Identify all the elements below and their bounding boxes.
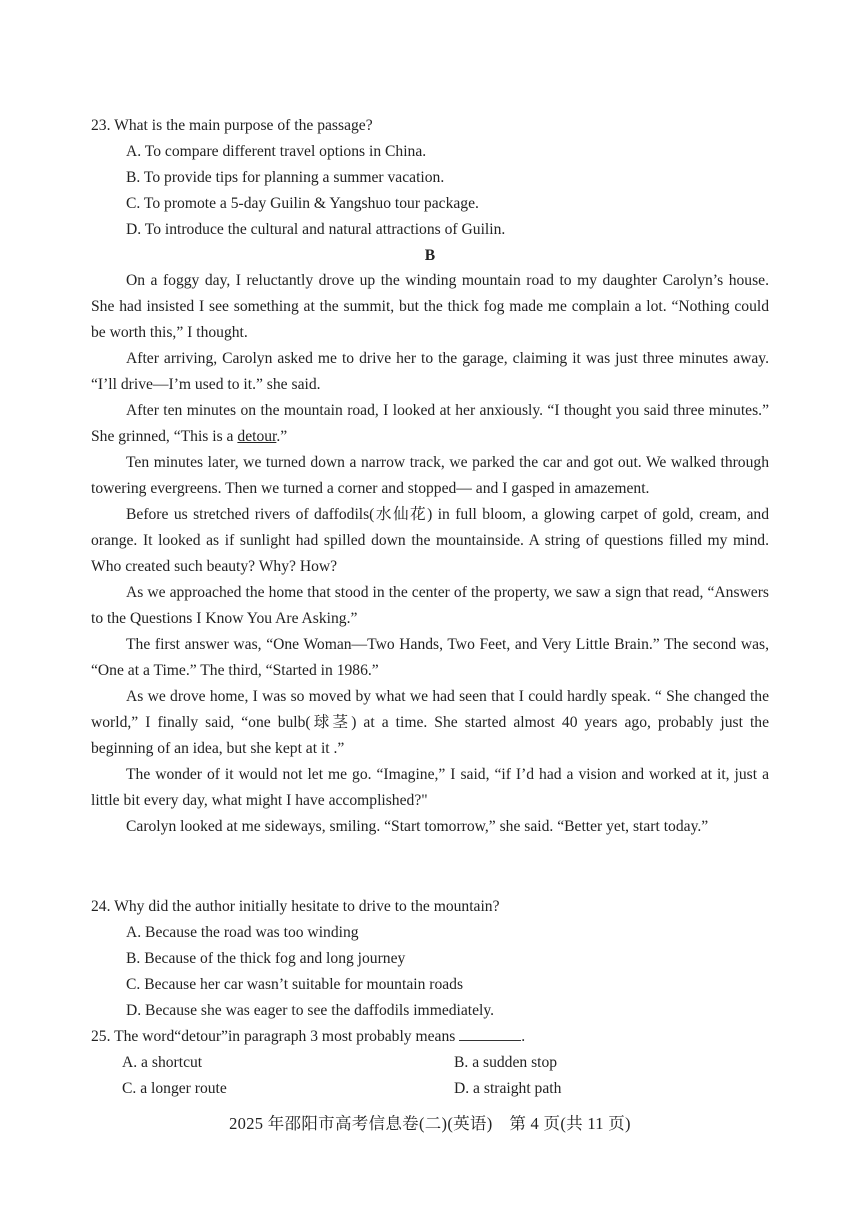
paragraph-3-text: After ten minutes on the mountain road, I looked at her anxiously. “I thought you said three minutes.” She grinned, “This is a <box>91 402 769 445</box>
passage-paragraph-1: On a foggy day, I reluctantly drove up the winding mountain road to my daughter Carolyn’s house. She had insisted I see something at the summit, but the thick fog made me complain a lot. “Nothing could be worth this,” I thought. <box>91 272 769 341</box>
question-24-option-c: C. Because her car wasn’t suitable for mountain roads <box>126 976 464 993</box>
question-24-option-b: B. Because of the thick fog and long journey <box>126 950 406 967</box>
question-23-option-c: C. To promote a 5-day Guilin & Yangshuo tour package. <box>126 195 479 212</box>
question-25-period: . <box>521 1028 526 1045</box>
question-23-option-b: B. To provide tips for planning a summer vacation. <box>126 169 445 186</box>
question-24-stem: 24. Why did the author initially hesitate to drive to the mountain? <box>91 898 500 915</box>
passage-paragraph-9: The wonder of it would not let me go. “Imagine,” I said, “if I’d had a vision and worked at it, just a little bit every day, what might I have accomplished?" <box>91 766 769 809</box>
passage-paragraph-5: Before us stretched rivers of daffodils(水仙花) in full bloom, a glowing carpet of gold, cream, and orange. It looked as if sunlight had spilled down the mountainside. A string of questions filled my mind. Who created such beauty? Why? How? <box>91 506 769 575</box>
question-25-text: 25. The word“detour”in paragraph 3 most probably means <box>91 1028 456 1045</box>
passage-paragraph-4: Ten minutes later, we turned down a narrow track, we parked the car and got out. We walked through towering evergreens. Then we turned a corner and stopped— and I gasped in amazement. <box>91 454 769 497</box>
question-24-option-a: A. Because the road was too winding <box>126 924 359 941</box>
question-23-option-a: A. To compare different travel options in China. <box>126 143 427 160</box>
passage-paragraph-7: The first answer was, “One Woman—Two Hands, Two Feet, and Very Little Brain.” The second was, “One at a Time.” The third, “Started in 1986.” <box>91 636 769 679</box>
question-23-option-d: D. To introduce the cultural and natural attractions of Guilin. <box>126 221 506 238</box>
reading-passage <box>91 268 769 840</box>
passage-paragraph-2: After arriving, Carolyn asked me to drive her to the garage, claiming it was just three minutes away. “I’ll drive—I’m used to it.” she said. <box>91 350 769 393</box>
question-25-option-b: B. a sudden stop <box>454 1054 558 1071</box>
page-footer: 2025 年邵阳市高考信息卷(二)(英语) 第 4 页(共 11 页) <box>229 1114 631 1133</box>
question-25-option-a: A. a shortcut <box>122 1054 203 1071</box>
passage-paragraph-6: As we approached the home that stood in the center of the property, we saw a sign that read, “Answers to the Questions I Know You Are Asking.” <box>91 584 769 627</box>
section-b-heading: B <box>424 247 436 264</box>
underlined-word-detour: detour <box>237 428 277 445</box>
passage-paragraph-8: As we drove home, I was so moved by what we had seen that I could hardly speak. “ She changed the world,” I finally said, “one bulb(球茎) at a time. She started almost 40 years ago, probably just the beginning of an idea, but she kept at it .” <box>91 688 769 757</box>
question-23-stem: 23. What is the main purpose of the passage? <box>91 117 373 134</box>
question-25-stem <box>91 1024 771 1050</box>
question-25-option-c: C. a longer route <box>122 1080 227 1097</box>
question-25-option-d: D. a straight path <box>454 1080 562 1097</box>
passage-paragraph-3 <box>91 398 769 450</box>
answer-blank <box>459 1026 521 1041</box>
passage-paragraph-10: Carolyn looked at me sideways, smiling. “Start tomorrow,” she said. “Better yet, start today.” <box>126 818 709 835</box>
question-24-option-d: D. Because she was eager to see the daffodils immediately. <box>126 1002 495 1019</box>
paragraph-3-end: .” <box>276 428 288 445</box>
